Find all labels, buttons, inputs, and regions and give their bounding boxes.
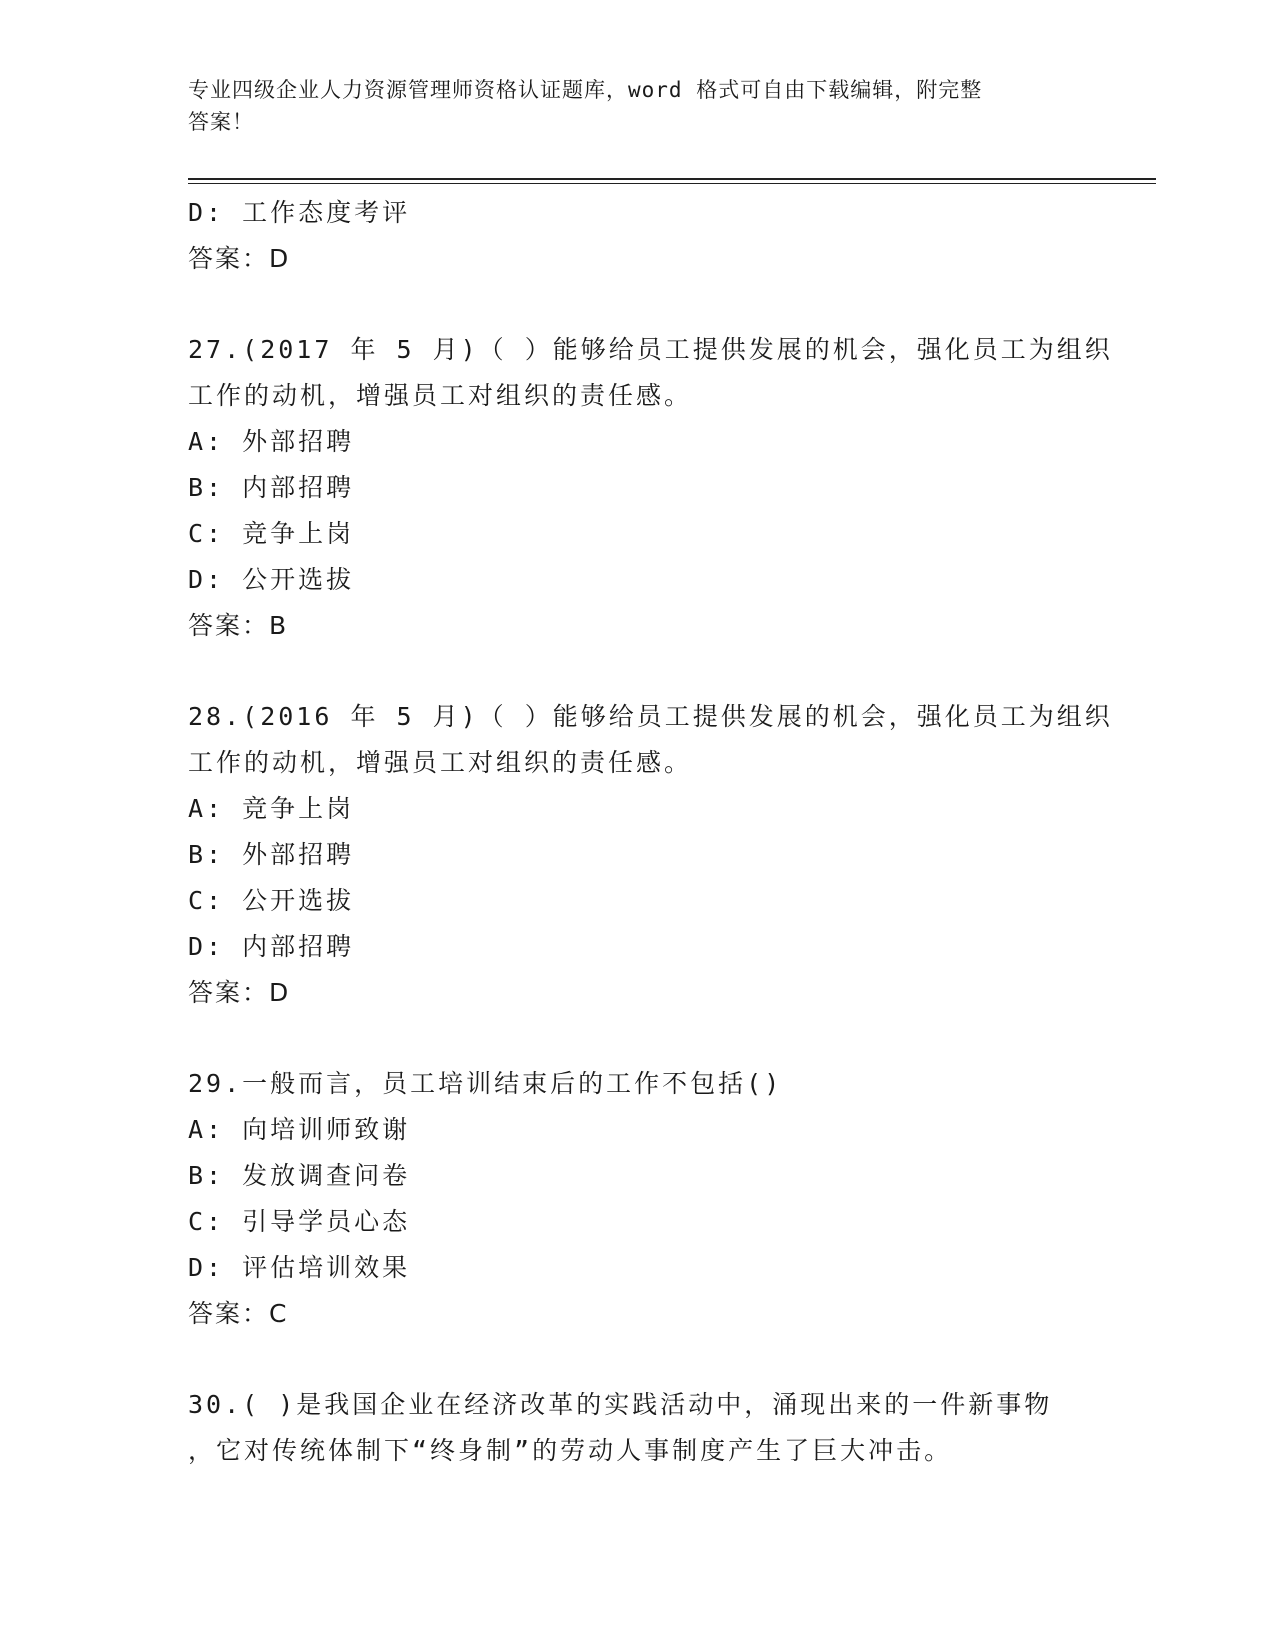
question-28-answer: 答案：D [188, 978, 291, 1007]
question-30-stem-line-2: ，它对传统体制下“终身制”的劳动人事制度产生了巨大冲击。 [188, 1436, 953, 1465]
header-rule-thick [188, 178, 1156, 180]
question-30 [188, 1382, 1088, 1474]
question-27-stem-line-2: 工作的动机，增强员工对组织的责任感。 [188, 381, 693, 410]
question-28-option-c: C: 公开选拔 [188, 886, 355, 915]
question-29-option-c: C: 引导学员心态 [188, 1207, 411, 1236]
document-header [188, 74, 1068, 138]
question-27-stem-line-1: 27.(2017 年 5 月)（ ）能够给员工提供发展的机会，强化员工为组织 [188, 335, 1113, 364]
question-28-option-d: D: 内部招聘 [188, 932, 355, 961]
document-body [188, 190, 1113, 1474]
question-27-option-a: A: 外部招聘 [188, 427, 355, 456]
question-26 [188, 190, 1088, 282]
question-29 [188, 1061, 1088, 1337]
question-29-option-d: D: 评估培训效果 [188, 1253, 411, 1282]
question-28-option-a: A: 竞争上岗 [188, 794, 355, 823]
question-26-option-d: D: 工作态度考评 [188, 198, 411, 227]
header-title-line-1: 专业四级企业人力资源管理师资格认证题库，word 格式可自由下载编辑，附完整 [188, 78, 983, 102]
question-28-option-b: B: 外部招聘 [188, 840, 355, 869]
question-27-option-b: B: 内部招聘 [188, 473, 355, 502]
question-29-stem-line-1: 29.一般而言，员工培训结束后的工作不包括() [188, 1069, 783, 1098]
question-27 [188, 327, 1113, 649]
question-30-stem-line-1: 30.( )是我国企业在经济改革的实践活动中，涌现出来的一件新事物 [188, 1390, 1053, 1419]
question-27-option-c: C: 竞争上岗 [188, 519, 355, 548]
question-27-answer: 答案：B [188, 611, 289, 640]
question-28 [188, 694, 1113, 1016]
question-29-option-a: A: 向培训师致谢 [188, 1115, 411, 1144]
question-26-answer: 答案：D [188, 244, 291, 273]
question-28-stem-line-1: 28.(2016 年 5 月)（ ）能够给员工提供发展的机会，强化员工为组织 [188, 702, 1113, 731]
question-27-option-d: D: 公开选拔 [188, 565, 355, 594]
question-29-option-b: B: 发放调查问卷 [188, 1161, 411, 1190]
header-title-line-2: 答案！ [188, 110, 254, 134]
question-28-stem-line-2: 工作的动机，增强员工对组织的责任感。 [188, 748, 693, 777]
question-29-answer: 答案：C [188, 1299, 289, 1328]
header-rule-thin [188, 183, 1156, 184]
